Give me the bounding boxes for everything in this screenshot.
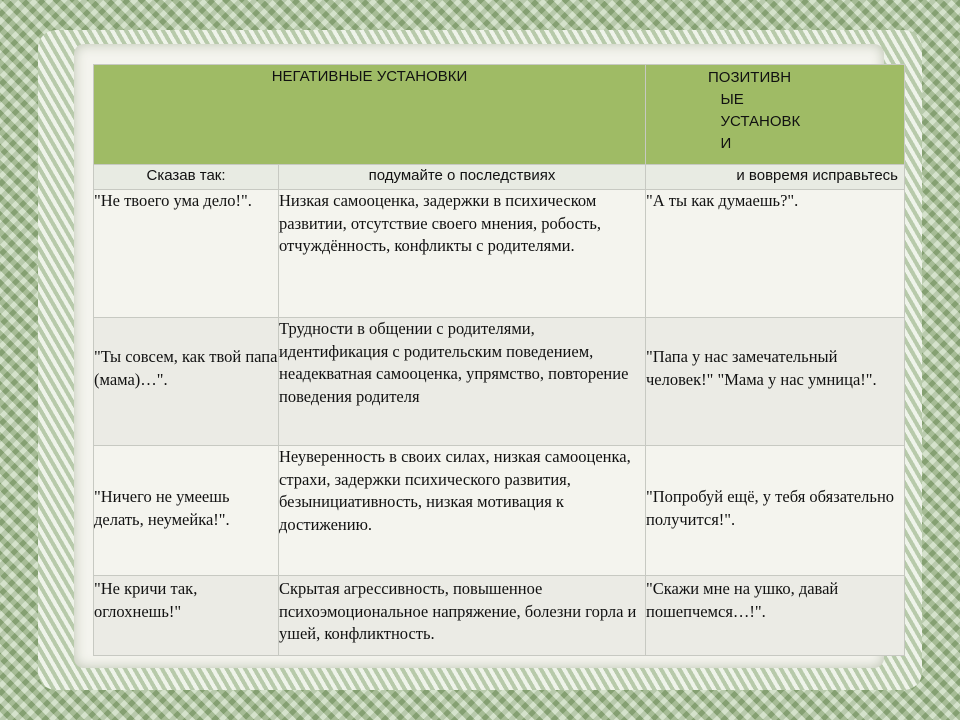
subheader-said: Сказав так: [94,165,279,190]
positive-header-line: ЫЕ [708,91,744,108]
table-row [94,190,905,318]
fix-cell: "Попробуй ещё, у тебя обязательно получится!". [646,446,905,576]
consequences-cell: Неуверенность в своих силах, низкая самооценка, страхи, задержки психического развития, безынициативность, низкая мотивация к достижению. [279,446,646,576]
table-row [94,318,905,446]
fix-cell: "А ты как думаешь?". [646,190,905,318]
subheader-consequences: подумайте о последствиях [279,165,646,190]
positive-header-line: ПОЗИТИВН [708,69,792,86]
consequences-cell: Низкая самооценка, задержки в психическом развитии, отсутствие своего мнения, робость, отчуждённость, конфликты с родителями. [279,190,646,318]
table-subheader-row [94,165,905,190]
said-cell: "Не твоего ума дело!". [94,190,279,318]
subheader-fix: и вовремя исправьтесь [646,165,905,190]
fix-cell: "Скажи мне на ушко, давай пошепчемся…!". [646,576,905,656]
said-cell: "Не кричи так, оглохнешь!" [94,576,279,656]
table-row [94,576,905,656]
negative-attitudes-header: НЕГАТИВНЫЕ УСТАНОВКИ [94,65,646,165]
said-cell: "Ничего не умеешь делать, неумейка!". [94,446,279,576]
positive-header-line: И [708,135,732,152]
fix-cell: "Папа у нас замечательный человек!" "Мама у нас умница!". [646,318,905,446]
consequences-cell: Скрытая агрессивность, повышенное психоэмоциональное напряжение, болезни горла и ушей, конфликтность. [279,576,646,656]
consequences-cell: Трудности в общении с родителями, идентификация с родительским поведением, неадекватная самооценка, упрямство, повторение поведения родителя [279,318,646,446]
table-header-row [94,65,905,165]
attitudes-table [93,64,905,656]
positive-attitudes-header [646,65,905,165]
positive-header-line: УСТАНОВК [708,113,801,130]
said-cell: "Ты совсем, как твой папа (мама)…". [94,318,279,446]
table-row [94,446,905,576]
